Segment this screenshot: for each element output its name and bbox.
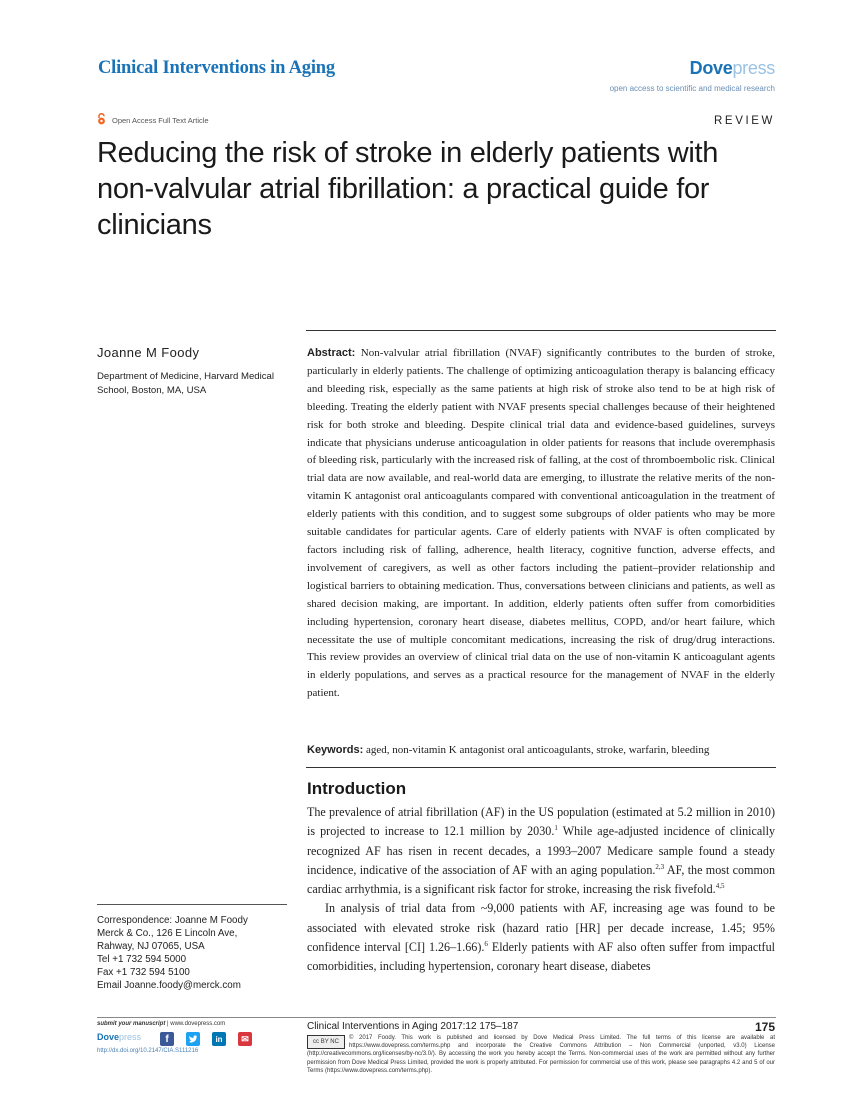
footer-publisher-logo[interactable] <box>97 1032 141 1042</box>
submit-url: | www.dovepress.com <box>165 1021 226 1027</box>
author-affiliation: Department of Medicine, Harvard Medical School, Boston, MA, USA <box>97 371 275 396</box>
citation-ref[interactable]: 2,3 <box>655 862 665 871</box>
email-share-icon[interactable]: ✉ <box>238 1032 252 1046</box>
intro-text: The prevalence of atrial fibrillation (AF) in the US population (estimated at 5.2 million in 2010) is projected to increase to 12.1 million by 2030. <box>307 805 775 839</box>
article-title: Reducing the risk of stroke in elderly patients with non-valvular atrial fibrillation: a practical guide for clinicians <box>97 137 719 241</box>
correspondence-line: Fax +1 732 594 5100 <box>97 967 190 979</box>
intro-paragraph <box>307 803 775 899</box>
abstract-divider <box>306 767 776 768</box>
correspondence-block <box>97 914 297 993</box>
open-access-lock-icon <box>97 113 106 127</box>
intro-text: Elderly patients with AF also often suffer from impactful comorbidities, including hypertension, coronary heart disease, diabetes <box>307 940 775 974</box>
correspondence-divider <box>97 904 287 905</box>
cc-license-badge[interactable]: cc BY NC <box>307 1035 345 1049</box>
correspondence-email[interactable]: Email Joanne.foody@merck.com <box>97 980 241 992</box>
keywords-label: Keywords: <box>307 744 364 756</box>
footer-citation: Clinical Interventions in Aging 2017:12 175–187 <box>307 1021 519 1032</box>
intro-text: AF, the most common cardiac arrhythmia, is a significant risk factor for stroke, increasing the risk fivefold. <box>307 862 775 897</box>
section-heading-introduction: Introduction <box>307 779 407 798</box>
intro-paragraph <box>307 899 775 976</box>
open-access-label <box>97 113 209 127</box>
abstract-text: Non-valvular atrial fibrillation (NVAF) significantly contributes to the burden of stroke, particularly in elderly patients. The challenge of optimizing anticoagulation therapy is balancing efficacy and bleeding risk, especially as the same patients at high risk of stroke also tend to be at high risk of bleeding. Treating the elderly patient with NVAF presents special challenges because of their heightened risk for both stroke and bleeding. Despite clinical trial data and evidence-based guidelines, surveys indicate that physicians underuse anticoagulation in older patients for reasons that include overemphasis of bleeding risk, particularly with the increased risk of falling, at the cost of thromboembolic risk. Clinical trial data are now available, and real-world data are emerging, to illustrate the relative merits of the non-vitamin K antagonist oral anticoagulants compared with conventional anticoagulation in the treatment of elderly patients with this condition, and to suggest some subgroups of older patients who may be more suitable candidates for particular agents. Care of elderly patients with NVAF is often complicated by factors including risk of falling, adherence, health literacy, cognitive function, adverse effects, and involvement of caregivers, as well as other factors including the patient–provider relationship and logistical barriers to obtaining medication. Thus, conversations between clinicians and patients, as well as shared decision making, are important. In addition, elderly patients often suffer from comorbidities including hypertension, coronary heart disease, diabetes mellitus, COPD, and/or heart failure, which necessitate the use of multiple concomitant medications, increasing the risk of drug/drug interactions. This review provides an overview of clinical trial data on the use of non-vitamin K anticoagulant agents in elderly populations, and serves as a practical resource for the management of NVAF in the elderly patient. <box>307 347 776 700</box>
publisher-logo-main: Dove <box>689 58 733 78</box>
article-type: REVIEW <box>714 115 775 127</box>
open-access-text: Open Access Full Text Article <box>112 115 209 125</box>
page-number: 175 <box>754 1020 775 1034</box>
correspondence-line: Rahway, NJ 07065, USA <box>97 941 205 953</box>
license-statement <box>307 1034 775 1075</box>
social-links <box>160 1032 252 1046</box>
linkedin-icon[interactable]: in <box>212 1032 226 1046</box>
title-divider <box>306 330 776 331</box>
intro-text: While age-adjusted incidence of clinically recognized AF has risen in recent decades, a 1993–2007 Medicare sample found a steady incidence, indicative of the association of AF with an aging population. <box>307 824 775 877</box>
correspondence-line: Merck & Co., 126 E Lincoln Ave, <box>97 928 238 940</box>
submit-label: submit your manuscript <box>97 1021 166 1027</box>
twitter-icon[interactable] <box>186 1032 200 1046</box>
keywords-text: aged, non-vitamin K antagonist oral anticoagulants, stroke, warfarin, bleeding <box>366 744 710 756</box>
abstract-label: Abstract: <box>307 347 356 359</box>
footer-logo-tail: press <box>119 1032 142 1042</box>
publisher-logo[interactable] <box>690 58 775 79</box>
facebook-icon[interactable]: f <box>160 1032 174 1046</box>
submit-manuscript-link[interactable] <box>97 1021 225 1027</box>
license-text: © 2017 Foody. This work is published and licensed by Dove Medical Press Limited. The full terms of this license are available at https://www.dovepress.com/terms.php and incorporate the Creative Commons Attribution – Non Commercial (unported, v3.0) License (http://creativecommons.org/licenses/by-nc/3.0/). By accessing the work you hereby accept the Terms. Non-commercial uses of the work are permitted without any further permission from Dove Medical Press Limited, provided the work is properly attributed. For permission for commercial use of this work, please see paragraphs 4.2 and 5 of our Terms (https://www.dovepress.com/terms.php). <box>307 1035 775 1074</box>
citation-ref[interactable]: 4,5 <box>715 882 725 891</box>
publisher-tagline: open access to scientific and medical research <box>609 84 775 93</box>
author-name: Joanne M Foody <box>97 345 200 360</box>
introduction-body <box>307 803 775 977</box>
citation-ref[interactable]: 1 <box>554 824 558 833</box>
keywords <box>307 742 775 758</box>
footer-divider <box>97 1017 776 1018</box>
abstract <box>307 345 775 703</box>
intro-text: In analysis of trial data from ~9,000 patients with AF, increasing age was found to be associated with elevated stroke risk (hazard ratio [HR] per decade increase, 1.45; 95% confidence interval [CI] 1.26–1.66). <box>307 901 775 955</box>
footer-logo-main: Dove <box>97 1032 120 1042</box>
correspondence-line: Tel +1 732 594 5000 <box>97 954 187 966</box>
doi-link[interactable]: http://dx.doi.org/10.2147/CIA.S111216 <box>97 1048 199 1054</box>
publisher-logo-tail: press <box>732 58 775 78</box>
citation-ref[interactable]: 6 <box>484 940 488 949</box>
correspondence-line: Correspondence: Joanne M Foody <box>97 915 248 926</box>
journal-name: Clinical Interventions in Aging <box>98 58 335 78</box>
